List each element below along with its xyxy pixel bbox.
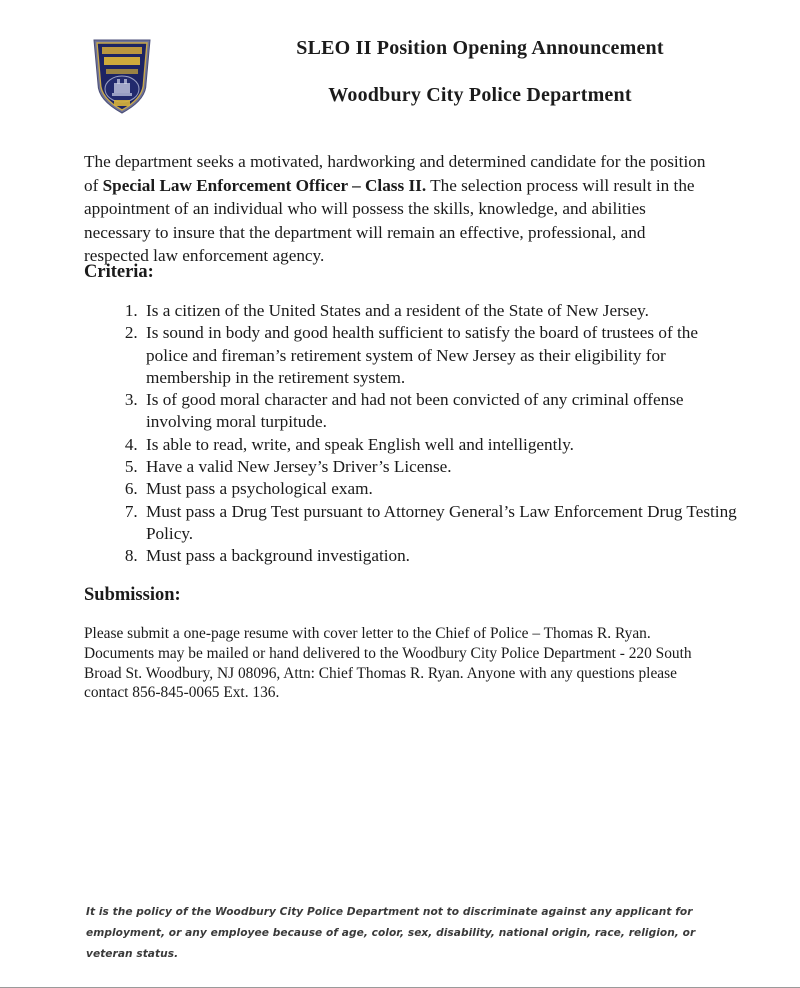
criteria-list-item: 7. Must pass a Drug Test pursuant to Attorney General’s Law Enforcement Drug Testing Policy. xyxy=(142,501,742,546)
footer-disclaimer: It is the policy of the Woodbury City Police Department not to discriminate against any applicant for employment, or any employee because of age, color, sex, disability, national origin, race, religion, or veteran status. xyxy=(86,905,696,960)
intro-text-part-2: The selection process will result in the appointment of an individual who will possess the skills, knowledge, and abilities necessary to insure that the department will remain an effective, professional, and respected law enforcement agency. xyxy=(84,175,695,266)
criteria-list-item: 4. Is able to read, write, and speak English well and intelligently. xyxy=(142,434,742,456)
page-subtitle: Woodbury City Police Department xyxy=(328,84,632,106)
intro-bold-position: Special Law Enforcement Officer – Class II. xyxy=(102,175,427,195)
criteria-list xyxy=(112,300,742,568)
criteria-list-item: 6. Must pass a psychological exam. xyxy=(142,478,742,500)
criteria-list-item: 3. Is of good moral character and had not been convicted of any criminal offense involving moral turpitude. xyxy=(142,389,742,434)
submission-heading: Submission: xyxy=(84,585,181,605)
document-header xyxy=(0,0,800,120)
criteria-list-item: 2. Is sound in body and good health sufficient to satisfy the board of trustees of the police and fireman’s retirement system of New Jersey as their eligibility for membership in the retirement system. xyxy=(142,322,742,389)
title-block xyxy=(180,36,780,107)
criteria-list-item: 5. Have a valid New Jersey’s Driver’s License. xyxy=(142,456,742,478)
intro-text-part-1: The department seeks a motivated, hardworking and determined candidate for the position of xyxy=(84,152,706,195)
police-shield-badge-icon xyxy=(88,34,156,116)
criteria-heading: Criteria: xyxy=(84,262,154,282)
intro-paragraph xyxy=(84,150,709,268)
page-title: SLEO II Position Opening Announcement xyxy=(296,37,664,59)
submission-body: Please submit a one-page resume with cover letter to the Chief of Police – Thomas R. Ryan. Documents may be mailed or hand delivered to the Woodbury City Police Department - 220 South Broad St. Woodbury, NJ 08096, Attn: Chief Thomas R. Ryan. Anyone with any questions please contact 856-845-0065 Ext. 136. xyxy=(84,625,692,702)
criteria-list-item: 8. Must pass a background investigation. xyxy=(142,545,742,567)
criteria-list-item: 1. Is a citizen of the United States and a resident of the State of New Jersey. xyxy=(142,300,742,322)
